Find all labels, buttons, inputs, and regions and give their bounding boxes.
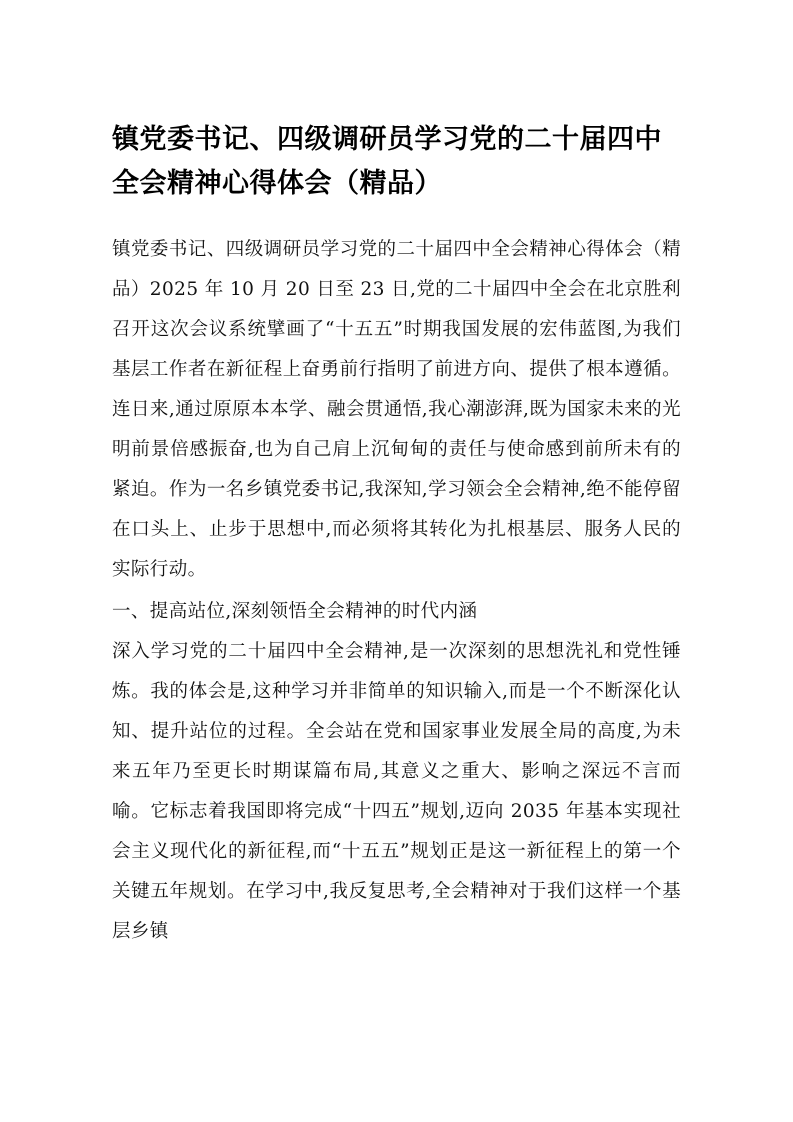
body-paragraph-1: 镇党委书记、四级调研员学习党的二十届四中全会精神心得体会（精品）2025 年 10 月 20 日至 23 日,党的二十届四中全会在北京胜利召开这次会议系统擘画了“十五五”时期我国发展的宏伟蓝图,为我们基层工作者在新征程上奋勇前行指明了前进方向、提供了根本遵循。连日来,通过原原本本学、融会贯通悟,我心潮澎湃,既为国家未来的光明前景倍感振奋,也为自己肩上沉甸甸的责任与使命感到前所未有的紧迫。作为一名乡镇党委书记,我深知,学习领会全会精神,绝不能停留在口头上、止步于思想中,而必须将其转化为扎根基层、服务人民的实际行动。 (112, 239, 681, 580)
page-title: 镇党委书记、四级调研员学习党的二十届四中全会精神心得体会（精品） (112, 124, 662, 199)
section-heading-1: 一、提高站位,深刻领悟全会精神的时代内涵 (112, 601, 478, 622)
body-paragraph-2: 深入学习党的二十届四中全会精神,是一次深刻的思想洗礼和党性锤炼。我的体会是,这种学习并非简单的知识输入,而是一个不断深化认知、提升站位的过程。全会站在党和国家事业发展全局的高度,为未来五年乃至更长时期谋篇布局,其意义之重大、影响之深远不言而喻。它标志着我国即将完成“十四五”规划,迈向 2035 年基本实现社会主义现代化的新征程,而“十五五”规划正是这一新征程上的第一个关键五年规划。在学习中,我反复思考,全会精神对于我们这样一个基层乡镇 (112, 641, 681, 942)
